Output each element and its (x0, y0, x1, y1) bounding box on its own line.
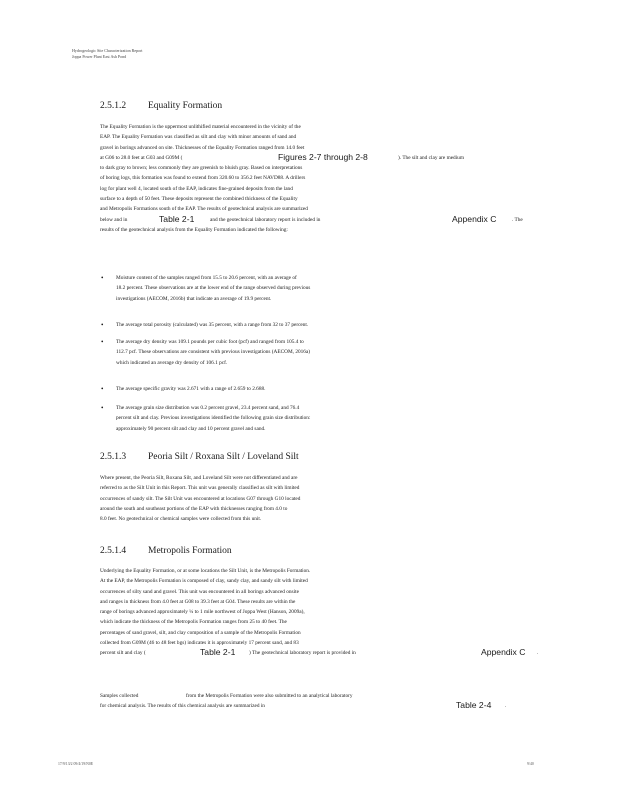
text-fragment: for chemical analysis. The results of this chemical analysis are summarized in (100, 703, 265, 710)
table-link[interactable]: Table 2-4 (456, 700, 492, 711)
header-line-1: Hydrogeologic Site Characterization Report (72, 48, 143, 53)
text-line: The average total porosity (calculated) was 35 percent, with a range from 32 to 37 percent. (116, 322, 309, 328)
text-line (100, 701, 520, 711)
text-line: approximately 90 percent silt and clay and 10 percent gravel and sand. (116, 425, 266, 432)
bullet-icon: • (101, 321, 104, 329)
text-line: The average grain size distribution was 0.2 percent gravel, 23.4 percent sand, and 76.4 (116, 405, 300, 411)
section-number: 2.5.1.2 (100, 101, 127, 111)
paragraph-metropolis-chemical (100, 691, 520, 712)
text-line: and Metropolis Formations south of the EAP. The results of geotechnical analysis are summarized (100, 206, 308, 213)
text-line: of boring logs, this formation was found to extend from 320.60 to 356.2 feet NAVD88. A drillers (100, 175, 306, 182)
text-line: percentages of sand gravel, silt, and clay composition of a sample of the Metropolis Formation (100, 629, 301, 636)
text-line: referred to as the Silt Unit in this Report. This unit was generally classified as silt with limited (100, 485, 300, 492)
text-line: which indicated an average dry density of 106.1 pcf. (116, 359, 228, 366)
text-line: which indicate the thickness of the Metropolis Formation ranges from 25 to 40 feet. The (100, 619, 287, 626)
text-fragment: below and in (100, 216, 128, 223)
text-line: range of borings advanced approximately ¼ to 1 mile northwest of Joppa West (Hanson, 2009a), (100, 609, 305, 616)
paragraph-metropolis (100, 566, 539, 659)
footer-document-id: 17/9/13/2 09/4/19/N0E (58, 762, 94, 766)
bullet-icon: • (101, 404, 104, 412)
section-title: Metropolis Formation (148, 546, 232, 556)
list-item (100, 320, 308, 330)
text-line (100, 153, 520, 163)
text-line: log for plant well 4, located south of the EAP, indicates fine-grained deposits from the land (100, 185, 293, 192)
paragraph-equality (100, 122, 523, 235)
text-fragment: from the Metropolis Formation were also submitted to an analytical laboratory (186, 693, 353, 699)
text-line: EAP. The Equality Formation was classified as silt and clay with minor amounts of sand and (100, 134, 297, 141)
section-heading-equality (100, 101, 222, 111)
text-line: Underlying the Equality Formation, or at some locations the Silt Unit, is the Metropolis Formation. (100, 568, 311, 574)
text-line: collected from G09M (46 to 48 feet bgs) indicates it is approximately 17 percent sand, and 83 (100, 640, 299, 647)
text-fragment: . (505, 703, 507, 710)
text-line: and ranges in thickness from 4.0 feet at G08 to 39.3 feet at G04. These results are within the (100, 598, 296, 605)
text-line: The average dry density was 109.1 pounds per cubic foot (pcf) and ranged from 105.4 to (116, 339, 304, 345)
section-heading-metropolis (100, 546, 232, 556)
text-line: occurrences of silty sand and gravel. This unit was encountered in all borings advanced onsite (100, 588, 299, 595)
text-line (100, 647, 539, 658)
text-fragment: Samples collected (100, 693, 139, 699)
header-line-2: Joppa Power Plant East Ash Pond (72, 53, 127, 59)
text-line: to dark gray to brown; less commonly they are greenish to bluish gray. Based on interpretations (100, 165, 303, 172)
appendix-link[interactable]: Appendix C (452, 213, 497, 224)
list-item (100, 403, 310, 434)
list-item (100, 337, 310, 368)
text-line: The average specific gravity was 2.671 with a range of 2.659 to 2.688. (116, 386, 266, 392)
paragraph-silt (100, 473, 520, 524)
table-link[interactable]: Table 2-1 (159, 213, 195, 224)
text-line: occurrences of sandy silt. The Silt Unit was encountered at locations G07 through G10 located (100, 495, 301, 502)
section-title: Peoria Silt / Roxana Silt / Loveland Silt (148, 452, 299, 462)
text-line: Where present, the Peoria Silt, Roxana Silt, and Loveland Silt were not differentiated and are (100, 475, 298, 481)
text-line: percent silt and clay. Previous investigations identified the following grain size distribution: (116, 415, 311, 422)
text-fragment: ). The silt and clay are medium (398, 154, 464, 161)
figures-link[interactable]: Figures 2-7 through 2-8 (278, 151, 368, 162)
text-line: surface to a depth of 50 feet. These deposits represent the combined thickness of the Equality (100, 196, 298, 203)
section-heading-silt (100, 452, 299, 462)
section-number: 2.5.1.3 (100, 452, 127, 462)
text-fragment: . The (512, 216, 523, 223)
section-number: 2.5.1.4 (100, 546, 127, 556)
bullet-icon: • (101, 274, 104, 282)
text-fragment: and the geotechnical laboratory report is included in (210, 216, 321, 223)
text-line: 8.0 feet. No geotechnical or chemical samples were collected from this unit. (100, 516, 262, 523)
list-item (100, 273, 310, 304)
text-line: gravel in borings advanced on site. Thicknesses of the Equality Formation ranged from 14.0 feet (100, 144, 305, 151)
running-header (72, 48, 143, 59)
text-line: 112.7 pcf. These observations are consistent with previous investigations (AECOM, 2016a) (116, 349, 311, 356)
footer-page-number: 9/40 (527, 762, 534, 766)
text-fragment: percent silt and clay ( (100, 650, 146, 657)
text-fragment: ) The geotechnical laboratory report is provided in (249, 650, 356, 657)
bullet-icon: • (101, 385, 104, 393)
text-fragment: . (537, 650, 539, 657)
text-fragment: at G06 to 28.0 feet at G03 and G09M ( (100, 154, 183, 161)
text-line: around the south and southeast portions of the EAP with thicknesses ranging from 4.0 to (100, 505, 288, 512)
text-line: At the EAP, the Metropolis Formation is composed of clay, sandy clay, and sandy silt with limited (100, 578, 308, 585)
table-link[interactable]: Table 2-1 (200, 647, 236, 658)
bullet-icon: • (101, 338, 104, 346)
text-line: The Equality Formation is the uppermost unlithified material encountered in the vicinity of the (100, 124, 301, 130)
text-line (100, 213, 523, 225)
list-item (100, 384, 265, 394)
text-line: results of the geotechnical analysis from the Equality Formation indicated the following: (100, 226, 288, 233)
text-line: investigations (AECOM, 2016b) that indicate an average of 19.9 percent. (116, 295, 272, 302)
appendix-link[interactable]: Appendix C (481, 647, 526, 658)
section-title: Equality Formation (148, 101, 223, 111)
text-line: 18.2 percent. These observations are at the lower end of the range observed during previous (116, 285, 311, 292)
text-line: Moisture content of the samples ranged from 15.5 to 20.6 percent, with an average of (116, 275, 297, 281)
